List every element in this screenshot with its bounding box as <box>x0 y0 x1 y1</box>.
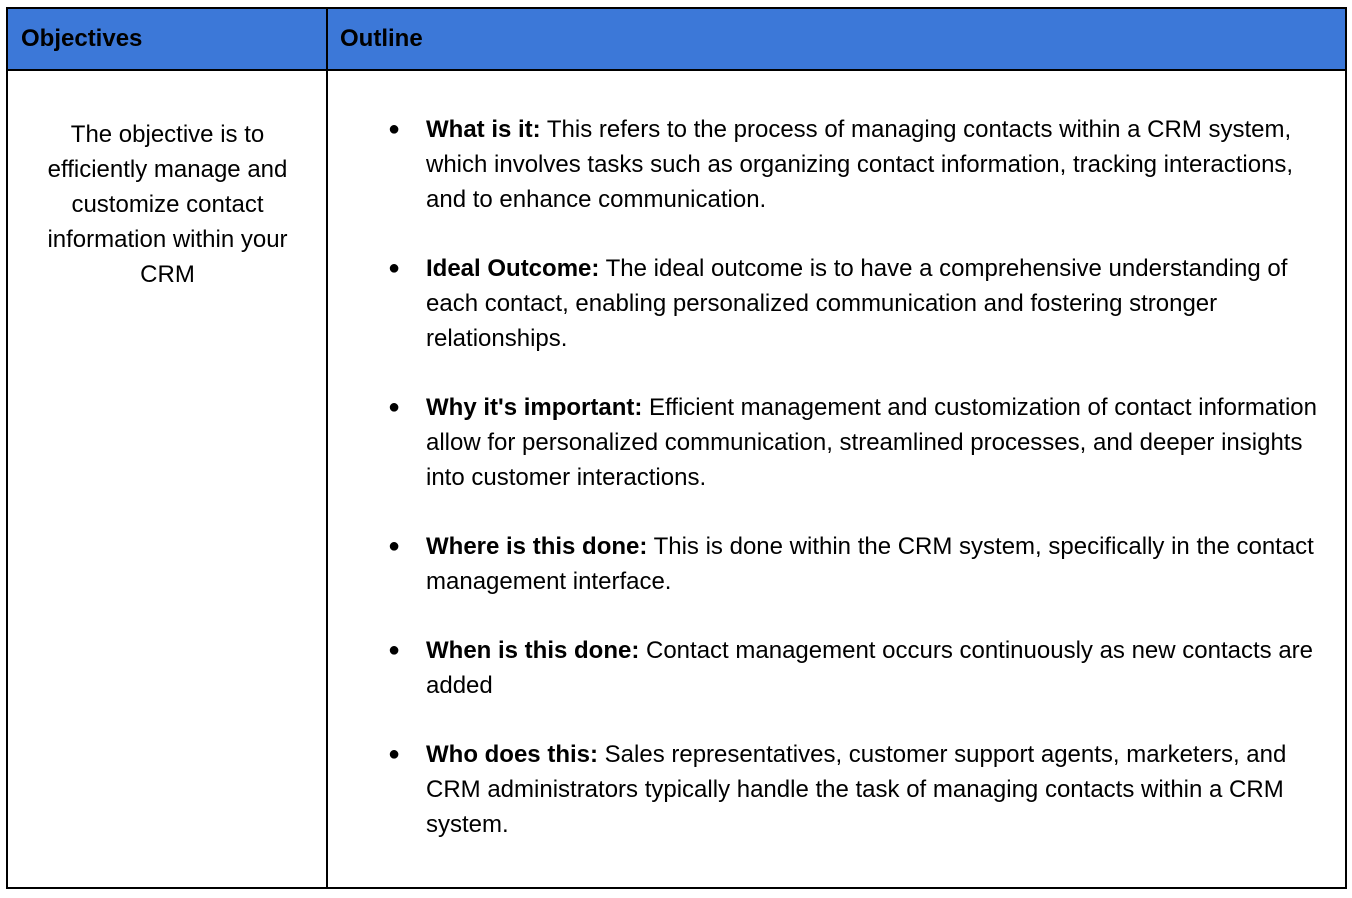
bullet-icon: ● <box>388 118 401 140</box>
objectives-outline-table <box>6 7 1347 889</box>
outline-item-label: What is it: <box>426 116 541 143</box>
bullet-icon: ● <box>388 257 401 279</box>
header-objectives: Objectives <box>21 25 143 52</box>
outline-item-when <box>388 633 1338 703</box>
column-divider <box>326 9 328 887</box>
outline-item-label: Who does this: <box>426 741 598 768</box>
outline-item-label: Ideal Outcome: <box>426 255 600 282</box>
outline-item-label: When is this done: <box>426 637 640 664</box>
outline-item-text: Sales representatives, customer support agents, marketers, and CRM administrators typically handle the task of managing contacts within a CRM system. <box>426 741 1287 838</box>
table-header-row <box>8 9 1345 71</box>
outline-item-label: Where is this done: <box>426 533 648 560</box>
objective-cell-text: The objective is to efficiently manage and customize contact information within your CRM <box>47 121 288 288</box>
bullet-icon: ● <box>388 639 401 661</box>
outline-item-text: This refers to the process of managing contacts within a CRM system, which involves tasks such as organizing contact information, tracking interactions, and to enhance communication. <box>426 116 1294 213</box>
outline-item-label: Why it's important: <box>426 394 643 421</box>
bullet-icon: ● <box>388 535 401 557</box>
outline-item-what <box>388 112 1338 217</box>
bullet-icon: ● <box>388 743 401 765</box>
outline-item-text: Efficient management and customization of contact information allow for personalized communication, streamlined processes, and deeper insights into customer interactions. <box>426 394 1317 491</box>
outline-item-where <box>388 529 1338 599</box>
outline-list <box>388 112 1338 876</box>
outline-item-who <box>388 737 1338 842</box>
outline-item-text: Contact management occurs continuously as new contacts are added <box>426 637 1314 699</box>
outline-item-text: This is done within the CRM system, specifically in the contact management interface. <box>426 533 1314 595</box>
bullet-icon: ● <box>388 396 401 418</box>
outline-item-text: The ideal outcome is to have a comprehensive understanding of each contact, enabling personalized communication and fostering stronger relationships. <box>426 255 1288 352</box>
outline-item-why <box>388 390 1338 495</box>
header-outline: Outline <box>340 25 423 52</box>
outline-item-ideal-outcome <box>388 251 1338 356</box>
